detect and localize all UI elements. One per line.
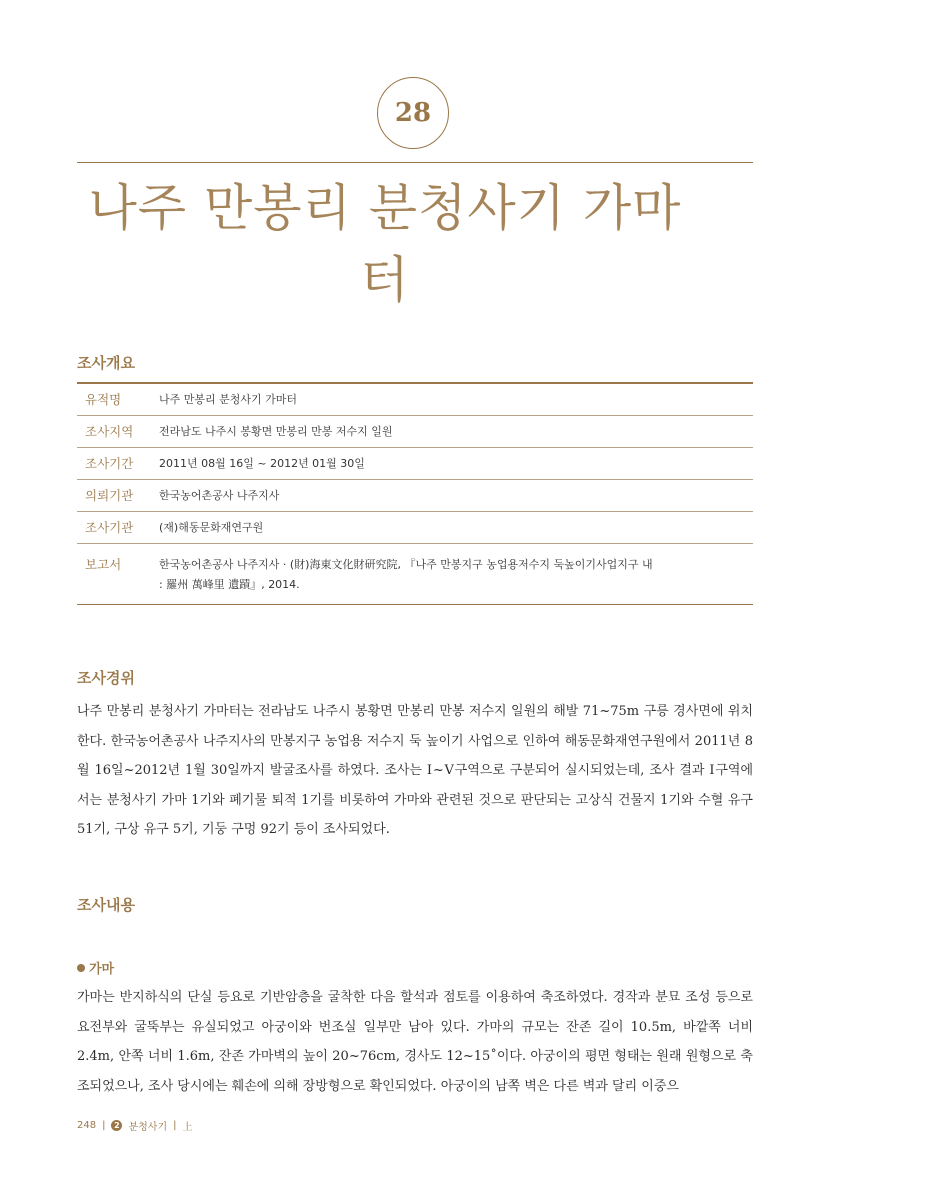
row-value	[159, 544, 653, 604]
table-row	[77, 512, 753, 544]
table-row	[77, 416, 753, 448]
overview-heading: 조사개요	[77, 354, 135, 372]
row-label: 보고서	[85, 557, 122, 572]
title-divider	[77, 162, 753, 163]
table-row	[77, 384, 753, 416]
table-row	[77, 480, 753, 512]
kiln-subheading-label: 가마	[89, 962, 115, 977]
row-value: 나주 만봉리 분청사기 가마터	[159, 393, 298, 406]
kiln-subheading	[77, 958, 114, 977]
row-value: (재)해동문화재연구원	[159, 521, 264, 534]
table-row	[77, 544, 753, 605]
row-label: 조사기간	[85, 456, 134, 471]
overview-table	[77, 382, 753, 605]
background-heading: 조사경위	[77, 669, 135, 687]
report-line-1: 한국농어촌공사 나주지사 · (財)海東文化財研究院, 『나주 만봉지구 농업용저수지 둑높이기사업지구 내	[159, 558, 653, 571]
kiln-paragraph: 가마는 반지하식의 단실 등요로 기반암층을 굴착한 다음 할석과 점토를 이용하여 축조하였다. 경작과 분묘 조성 등으로 요전부와 굴뚝부는 유실되었고 아궁이와 번조실 일부만 남아 있다. 가마의 규모는 잔존 길이 10.5m, 바깥쪽 너비 2.4m, 안쪽 너비 1.6m, 잔존 가마벽의 높이 20~76cm, 경사도 12~15˚이다. 아궁이의 평면 형태는 원래 원형으로 축조되었으나, 조사 당시에는 훼손에 의해 장방형으로 확인되었다. 아궁이의 남쪽 벽은 다른 벽과 달리 이중으	[77, 990, 753, 1094]
footer-divider-icon: |	[102, 1120, 106, 1131]
chapter-number: 28	[377, 77, 449, 149]
row-label: 유적명	[85, 392, 122, 407]
footer-divider-icon: |	[173, 1120, 177, 1131]
bullet-icon	[77, 964, 85, 972]
part-number-badge: 2	[111, 1120, 122, 1131]
part-title: 분청사기	[128, 1122, 168, 1133]
row-label: 조사기관	[85, 520, 134, 535]
background-paragraph: 나주 만봉리 분청사기 가마터는 전라남도 나주시 봉황면 만봉리 만봉 저수지 일원의 해발 71~75m 구릉 경사면에 위치한다. 한국농어촌공사 나주지사의 만봉지구 농업용 저수지 둑 높이기 사업으로 인하여 해동문화재연구원에서 2011년 8월 16일~2012년 1월 30일까지 발굴조사를 하였다. 조사는 Ⅰ~Ⅴ구역으로 구분되어 실시되었는데, 조사 결과 Ⅰ구역에서는 분청사기 가마 1기와 폐기물 퇴적 1기를 비롯하여 가마와 관련된 것으로 판단되는 고상식 건물지 1기와 수혈 유구 51기, 구상 유구 5기, 기둥 구멍 92기 등이 조사되었다.	[77, 704, 753, 837]
contents-heading: 조사내용	[77, 896, 135, 914]
report-line-2: : 羅州 萬峰里 遺蹟』, 2014.	[159, 578, 300, 591]
page-title: 나주 만봉리 분청사기 가마터	[88, 179, 682, 309]
page-number: 248	[77, 1120, 97, 1131]
row-value: 2011년 08월 16일 ~ 2012년 01월 30일	[159, 457, 365, 470]
row-value: 한국농어촌공사 나주지사	[159, 489, 280, 502]
volume-label: 上	[182, 1122, 193, 1133]
page-footer	[77, 1118, 192, 1133]
table-row	[77, 448, 753, 480]
row-value: 전라남도 나주시 봉황면 만봉리 만봉 저수지 일원	[159, 425, 393, 438]
row-label: 조사지역	[85, 424, 134, 439]
row-label: 의뢰기관	[85, 488, 134, 503]
